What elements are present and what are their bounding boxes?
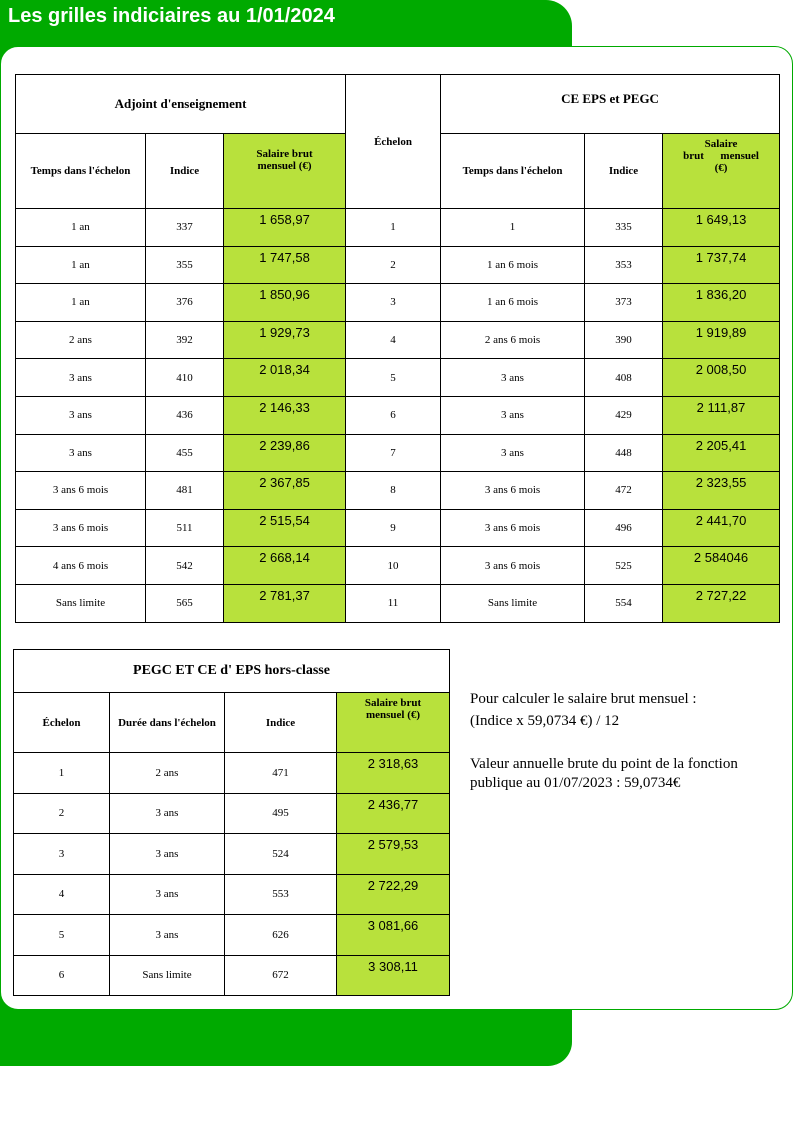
calc-note-line1: Pour calculer le salaire brut mensuel : <box>470 691 697 707</box>
table-row <box>16 584 780 622</box>
cell-echelon: 4 <box>346 321 441 359</box>
cell-ae-indice: 481 <box>146 472 224 510</box>
cell-hc-indice: 553 <box>225 874 337 915</box>
cell-ae-temps: 3 ans 6 mois <box>16 509 146 547</box>
cell-ce-salaire: 2 323,55 <box>663 472 780 510</box>
cell-ae-indice: 436 <box>146 396 224 434</box>
cell-ce-temps: 1 <box>441 209 585 247</box>
cell-ce-salaire: 2 441,70 <box>663 509 780 547</box>
cell-hc-duree: Sans limite <box>110 955 225 996</box>
cell-hc-indice: 471 <box>225 753 337 794</box>
cell-ce-salaire: 2 727,22 <box>663 584 780 622</box>
cell-ce-temps: 3 ans <box>441 359 585 397</box>
cell-ae-temps: 1 an <box>16 209 146 247</box>
cell-ce-indice: 448 <box>585 434 663 472</box>
cell-hc-echelon: 5 <box>14 915 110 956</box>
header-salaire-right <box>663 134 780 209</box>
group-header-ce-eps: CE EPS et PEGC <box>441 75 780 134</box>
cell-echelon: 5 <box>346 359 441 397</box>
header-indice-right: Indice <box>585 134 663 209</box>
cell-ce-indice: 472 <box>585 472 663 510</box>
cell-ce-temps: 3 ans <box>441 434 585 472</box>
cell-ce-indice: 390 <box>585 321 663 359</box>
cell-hc-salaire: 3 081,66 <box>337 915 450 956</box>
cell-ce-indice: 525 <box>585 547 663 585</box>
cell-echelon: 9 <box>346 509 441 547</box>
cell-ae-temps: 3 ans <box>16 434 146 472</box>
cell-hc-salaire: 2 318,63 <box>337 753 450 794</box>
header-salaire-hc-line1: Salaire brut <box>364 697 422 709</box>
point-note-line1: Valeur annuelle brute du point de la fonction <box>470 756 738 772</box>
cell-ce-salaire: 1 737,74 <box>663 246 780 284</box>
cell-ce-temps: 1 an 6 mois <box>441 284 585 322</box>
cell-hc-echelon: 6 <box>14 955 110 996</box>
header-salaire-left <box>224 134 346 209</box>
cell-ce-salaire: 1 649,13 <box>663 209 780 247</box>
cell-echelon: 2 <box>346 246 441 284</box>
cell-ce-temps: 3 ans 6 mois <box>441 472 585 510</box>
cell-ae-salaire: 1 658,97 <box>224 209 346 247</box>
table-row <box>14 955 450 996</box>
table-row <box>16 396 780 434</box>
cell-ae-salaire: 2 367,85 <box>224 472 346 510</box>
cell-echelon: 1 <box>346 209 441 247</box>
cell-ae-salaire: 2 146,33 <box>224 396 346 434</box>
cell-ce-salaire: 2 111,87 <box>663 396 780 434</box>
cell-hc-echelon: 2 <box>14 793 110 834</box>
cell-hc-duree: 3 ans <box>110 915 225 956</box>
cell-echelon: 8 <box>346 472 441 510</box>
grid-table-main <box>15 74 780 623</box>
cell-echelon: 7 <box>346 434 441 472</box>
cell-ce-salaire: 1 836,20 <box>663 284 780 322</box>
cell-echelon: 3 <box>346 284 441 322</box>
cell-ae-indice: 337 <box>146 209 224 247</box>
header-temps-left: Temps dans l'échelon <box>16 134 146 209</box>
cell-ce-salaire: 1 919,89 <box>663 321 780 359</box>
cell-ae-indice: 410 <box>146 359 224 397</box>
group-header-adjoint: Adjoint d'enseignement <box>16 75 346 134</box>
cell-ce-salaire: 2 008,50 <box>663 359 780 397</box>
cell-echelon: 6 <box>346 396 441 434</box>
cell-hc-indice: 672 <box>225 955 337 996</box>
cell-hc-duree: 2 ans <box>110 753 225 794</box>
cell-echelon: 10 <box>346 547 441 585</box>
header-temps-right: Temps dans l'échelon <box>441 134 585 209</box>
cell-hc-indice: 495 <box>225 793 337 834</box>
cell-ae-salaire: 1 747,58 <box>224 246 346 284</box>
grid-table-hors-classe <box>13 649 450 996</box>
cell-ae-temps: 3 ans 6 mois <box>16 472 146 510</box>
cell-ae-salaire: 1 850,96 <box>224 284 346 322</box>
cell-ae-temps: 1 an <box>16 284 146 322</box>
header-duree-hc: Durée dans l'échelon <box>110 693 225 753</box>
cell-hc-indice: 524 <box>225 834 337 875</box>
header-salaire-right-line3: (€) <box>714 162 728 174</box>
cell-ce-indice: 408 <box>585 359 663 397</box>
point-note-line2: publique au 01/07/2023 : 59,0734€ <box>470 775 681 791</box>
table-row <box>16 359 780 397</box>
cell-ce-indice: 335 <box>585 209 663 247</box>
cell-ce-temps: 1 an 6 mois <box>441 246 585 284</box>
cell-hc-echelon: 4 <box>14 874 110 915</box>
cell-hc-indice: 626 <box>225 915 337 956</box>
cell-ce-salaire: 2 584046 <box>663 547 780 585</box>
cell-ae-salaire: 2 239,86 <box>224 434 346 472</box>
header-salaire-hc-line2: mensuel (€) <box>365 709 421 721</box>
cell-ae-temps: 4 ans 6 mois <box>16 547 146 585</box>
header-indice-left: Indice <box>146 134 224 209</box>
cell-ae-salaire: 2 515,54 <box>224 509 346 547</box>
cell-hc-duree: 3 ans <box>110 793 225 834</box>
cell-hc-echelon: 1 <box>14 753 110 794</box>
cell-ce-indice: 373 <box>585 284 663 322</box>
cell-hc-echelon: 3 <box>14 834 110 875</box>
cell-ce-indice: 353 <box>585 246 663 284</box>
cell-ce-temps: 3 ans 6 mois <box>441 509 585 547</box>
cell-hc-salaire: 2 579,53 <box>337 834 450 875</box>
cell-ce-temps: 3 ans 6 mois <box>441 547 585 585</box>
cell-ce-temps: Sans limite <box>441 584 585 622</box>
table-row <box>16 284 780 322</box>
cell-hc-duree: 3 ans <box>110 874 225 915</box>
cell-ae-indice: 392 <box>146 321 224 359</box>
page-title: Les grilles indiciaires au 1/01/2024 <box>8 5 335 27</box>
cell-ce-temps: 3 ans <box>441 396 585 434</box>
table-row <box>16 472 780 510</box>
header-salaire-left-line2: mensuel (€) <box>257 160 312 172</box>
cell-ae-temps: 1 an <box>16 246 146 284</box>
header-salaire-right-line2: brut mensuel <box>683 150 759 162</box>
table-row <box>16 434 780 472</box>
cell-ce-indice: 496 <box>585 509 663 547</box>
point-note <box>470 755 738 793</box>
cell-ae-indice: 376 <box>146 284 224 322</box>
header-indice-hc: Indice <box>225 693 337 753</box>
calc-note <box>470 690 697 731</box>
hors-classe-title: PEGC ET CE d' EPS hors-classe <box>14 650 450 693</box>
cell-ae-indice: 455 <box>146 434 224 472</box>
table-row <box>14 753 450 794</box>
header-echelon: Échelon <box>346 75 441 209</box>
calc-note-line2: (Indice x 59,0734 €) / 12 <box>470 713 620 729</box>
table-row <box>16 547 780 585</box>
header-salaire-hc <box>337 693 450 753</box>
cell-ae-indice: 565 <box>146 584 224 622</box>
table-row <box>14 834 450 875</box>
table-row <box>16 321 780 359</box>
cell-hc-salaire: 2 436,77 <box>337 793 450 834</box>
cell-ae-indice: 355 <box>146 246 224 284</box>
cell-ae-temps: 3 ans <box>16 359 146 397</box>
cell-ae-temps: Sans limite <box>16 584 146 622</box>
cell-ae-temps: 3 ans <box>16 396 146 434</box>
cell-hc-salaire: 2 722,29 <box>337 874 450 915</box>
cell-ce-indice: 429 <box>585 396 663 434</box>
header-salaire-left-line1: Salaire brut <box>256 148 313 160</box>
cell-ae-temps: 2 ans <box>16 321 146 359</box>
cell-ce-salaire: 2 205,41 <box>663 434 780 472</box>
table-row <box>14 793 450 834</box>
cell-ce-temps: 2 ans 6 mois <box>441 321 585 359</box>
cell-ae-salaire: 2 781,37 <box>224 584 346 622</box>
cell-ae-salaire: 2 668,14 <box>224 547 346 585</box>
table-row <box>16 509 780 547</box>
table-row <box>14 915 450 956</box>
cell-ae-indice: 511 <box>146 509 224 547</box>
cell-echelon: 11 <box>346 584 441 622</box>
table-row <box>16 209 780 247</box>
cell-hc-duree: 3 ans <box>110 834 225 875</box>
table-row <box>14 874 450 915</box>
header-salaire-right-line1: Salaire <box>704 138 738 150</box>
cell-ae-indice: 542 <box>146 547 224 585</box>
cell-ce-indice: 554 <box>585 584 663 622</box>
cell-ae-salaire: 1 929,73 <box>224 321 346 359</box>
cell-ae-salaire: 2 018,34 <box>224 359 346 397</box>
cell-hc-salaire: 3 308,11 <box>337 955 450 996</box>
header-echelon-hc: Échelon <box>14 693 110 753</box>
table-row <box>16 246 780 284</box>
